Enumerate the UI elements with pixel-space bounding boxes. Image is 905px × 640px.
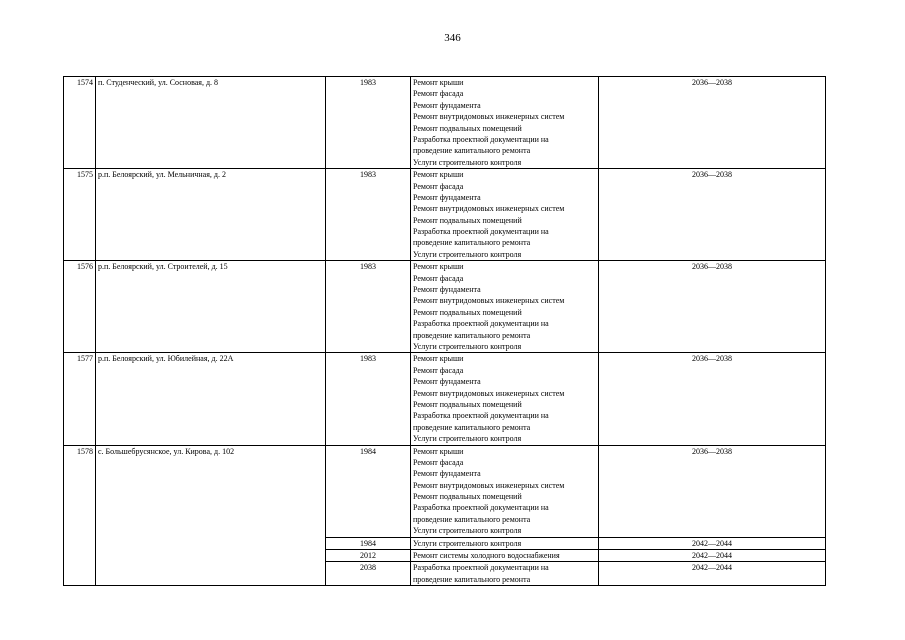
- year-cell: 2012: [326, 550, 411, 562]
- address-cell: р.п. Белоярский, ул. Мельничная, д. 2: [96, 169, 326, 261]
- work-item: Ремонт системы холодного водоснабжения: [413, 551, 560, 561]
- work-item: проведение капитального ремонта: [413, 574, 531, 584]
- work-item: Разработка проектной документации на: [413, 227, 549, 237]
- work-item: Ремонт фундамента: [413, 192, 481, 202]
- page-number: 346: [444, 32, 461, 44]
- work-item: Ремонт внутридомовых инженерных систем: [413, 388, 565, 398]
- work-item: Разработка проектной документации на: [413, 503, 549, 513]
- work-item: Ремонт фасада: [413, 365, 464, 375]
- work-item: Ремонт подвальных помещений: [413, 215, 522, 225]
- period-cell: 2036—2038: [599, 261, 826, 353]
- work-item: Ремонт крыши: [413, 170, 464, 180]
- period-cell: 2042—2044: [599, 562, 826, 586]
- works-cell: [411, 261, 599, 353]
- year-cell: 1983: [326, 169, 411, 261]
- work-item: Ремонт внутридомовых инженерных систем: [413, 204, 565, 214]
- row-number-cell: 1578: [64, 445, 96, 586]
- work-item: Ремонт фундамента: [413, 285, 481, 295]
- works-cell: [411, 169, 599, 261]
- works-cell: [411, 550, 599, 562]
- work-item: Ремонт крыши: [413, 78, 464, 87]
- work-item: Ремонт фасада: [413, 273, 464, 283]
- period-cell: 2036—2038: [599, 77, 826, 169]
- work-item: проведение капитального ремонта: [413, 330, 531, 340]
- table-row: [64, 169, 826, 261]
- work-item: Ремонт подвальных помещений: [413, 123, 522, 133]
- row-number-cell: 1577: [64, 353, 96, 445]
- works-cell: [411, 445, 599, 537]
- work-item: проведение капитального ремонта: [413, 146, 531, 156]
- work-item: Ремонт фасада: [413, 89, 464, 99]
- work-item: Ремонт фасада: [413, 457, 464, 467]
- address-cell: р.п. Белоярский, ул. Юбилейная, д. 22А: [96, 353, 326, 445]
- work-item: Услуги строительного контроля: [413, 526, 522, 536]
- work-item: Разработка проектной документации на: [413, 411, 549, 421]
- work-item: Разработка проектной документации на: [413, 134, 549, 144]
- work-item: Услуги строительного контроля: [413, 249, 522, 259]
- work-item: Ремонт фундамента: [413, 377, 481, 387]
- table-row: [64, 77, 826, 169]
- work-item: Ремонт внутридомовых инженерных систем: [413, 480, 565, 490]
- year-cell: 1984: [326, 537, 411, 549]
- period-cell: 2042—2044: [599, 537, 826, 549]
- work-item: проведение капитального ремонта: [413, 514, 531, 524]
- work-item: Услуги строительного контроля: [413, 434, 522, 444]
- row-number-cell: 1574: [64, 77, 96, 169]
- work-item: Ремонт подвальных помещений: [413, 307, 522, 317]
- work-item: Ремонт фундамента: [413, 469, 481, 479]
- table-row: [64, 261, 826, 353]
- row-number-cell: 1576: [64, 261, 96, 353]
- works-cell: [411, 353, 599, 445]
- work-item: Ремонт крыши: [413, 446, 464, 456]
- work-item: Разработка проектной документации на: [413, 563, 549, 573]
- table-row: [64, 445, 826, 537]
- works-cell: [411, 562, 599, 586]
- year-cell: 2038: [326, 562, 411, 586]
- year-cell: 1984: [326, 445, 411, 537]
- year-cell: 1983: [326, 77, 411, 169]
- period-cell: 2036—2038: [599, 353, 826, 445]
- table-row: [64, 353, 826, 445]
- work-item: Ремонт внутридомовых инженерных систем: [413, 112, 565, 122]
- year-cell: 1983: [326, 261, 411, 353]
- work-item: Ремонт внутридомовых инженерных систем: [413, 296, 565, 306]
- row-number-cell: 1575: [64, 169, 96, 261]
- address-cell: с. Большебрусянское, ул. Кирова, д. 102: [96, 445, 326, 586]
- work-item: проведение капитального ремонта: [413, 238, 531, 248]
- works-cell: [411, 77, 599, 169]
- work-item: Ремонт фасада: [413, 181, 464, 191]
- work-item: проведение капитального ремонта: [413, 422, 531, 432]
- works-cell: [411, 537, 599, 549]
- work-item: Ремонт крыши: [413, 354, 464, 364]
- period-cell: 2036—2038: [599, 169, 826, 261]
- work-item: Ремонт подвальных помещений: [413, 492, 522, 502]
- work-item: Ремонт крыши: [413, 262, 464, 272]
- work-item: Услуги строительного контроля: [413, 538, 522, 548]
- work-item: Разработка проектной документации на: [413, 319, 549, 329]
- address-cell: р.п. Белоярский, ул. Строителей, д. 15: [96, 261, 326, 353]
- year-cell: 1983: [326, 353, 411, 445]
- work-item: Ремонт фундамента: [413, 100, 481, 110]
- address-cell: п. Студенческий, ул. Сосновая, д. 8: [96, 77, 326, 169]
- capital-repair-table: [63, 76, 826, 586]
- period-cell: 2036—2038: [599, 445, 826, 537]
- work-item: Услуги строительного контроля: [413, 341, 522, 351]
- work-item: Ремонт подвальных помещений: [413, 399, 522, 409]
- period-cell: 2042—2044: [599, 550, 826, 562]
- work-item: Услуги строительного контроля: [413, 157, 522, 167]
- table-body: [64, 77, 826, 586]
